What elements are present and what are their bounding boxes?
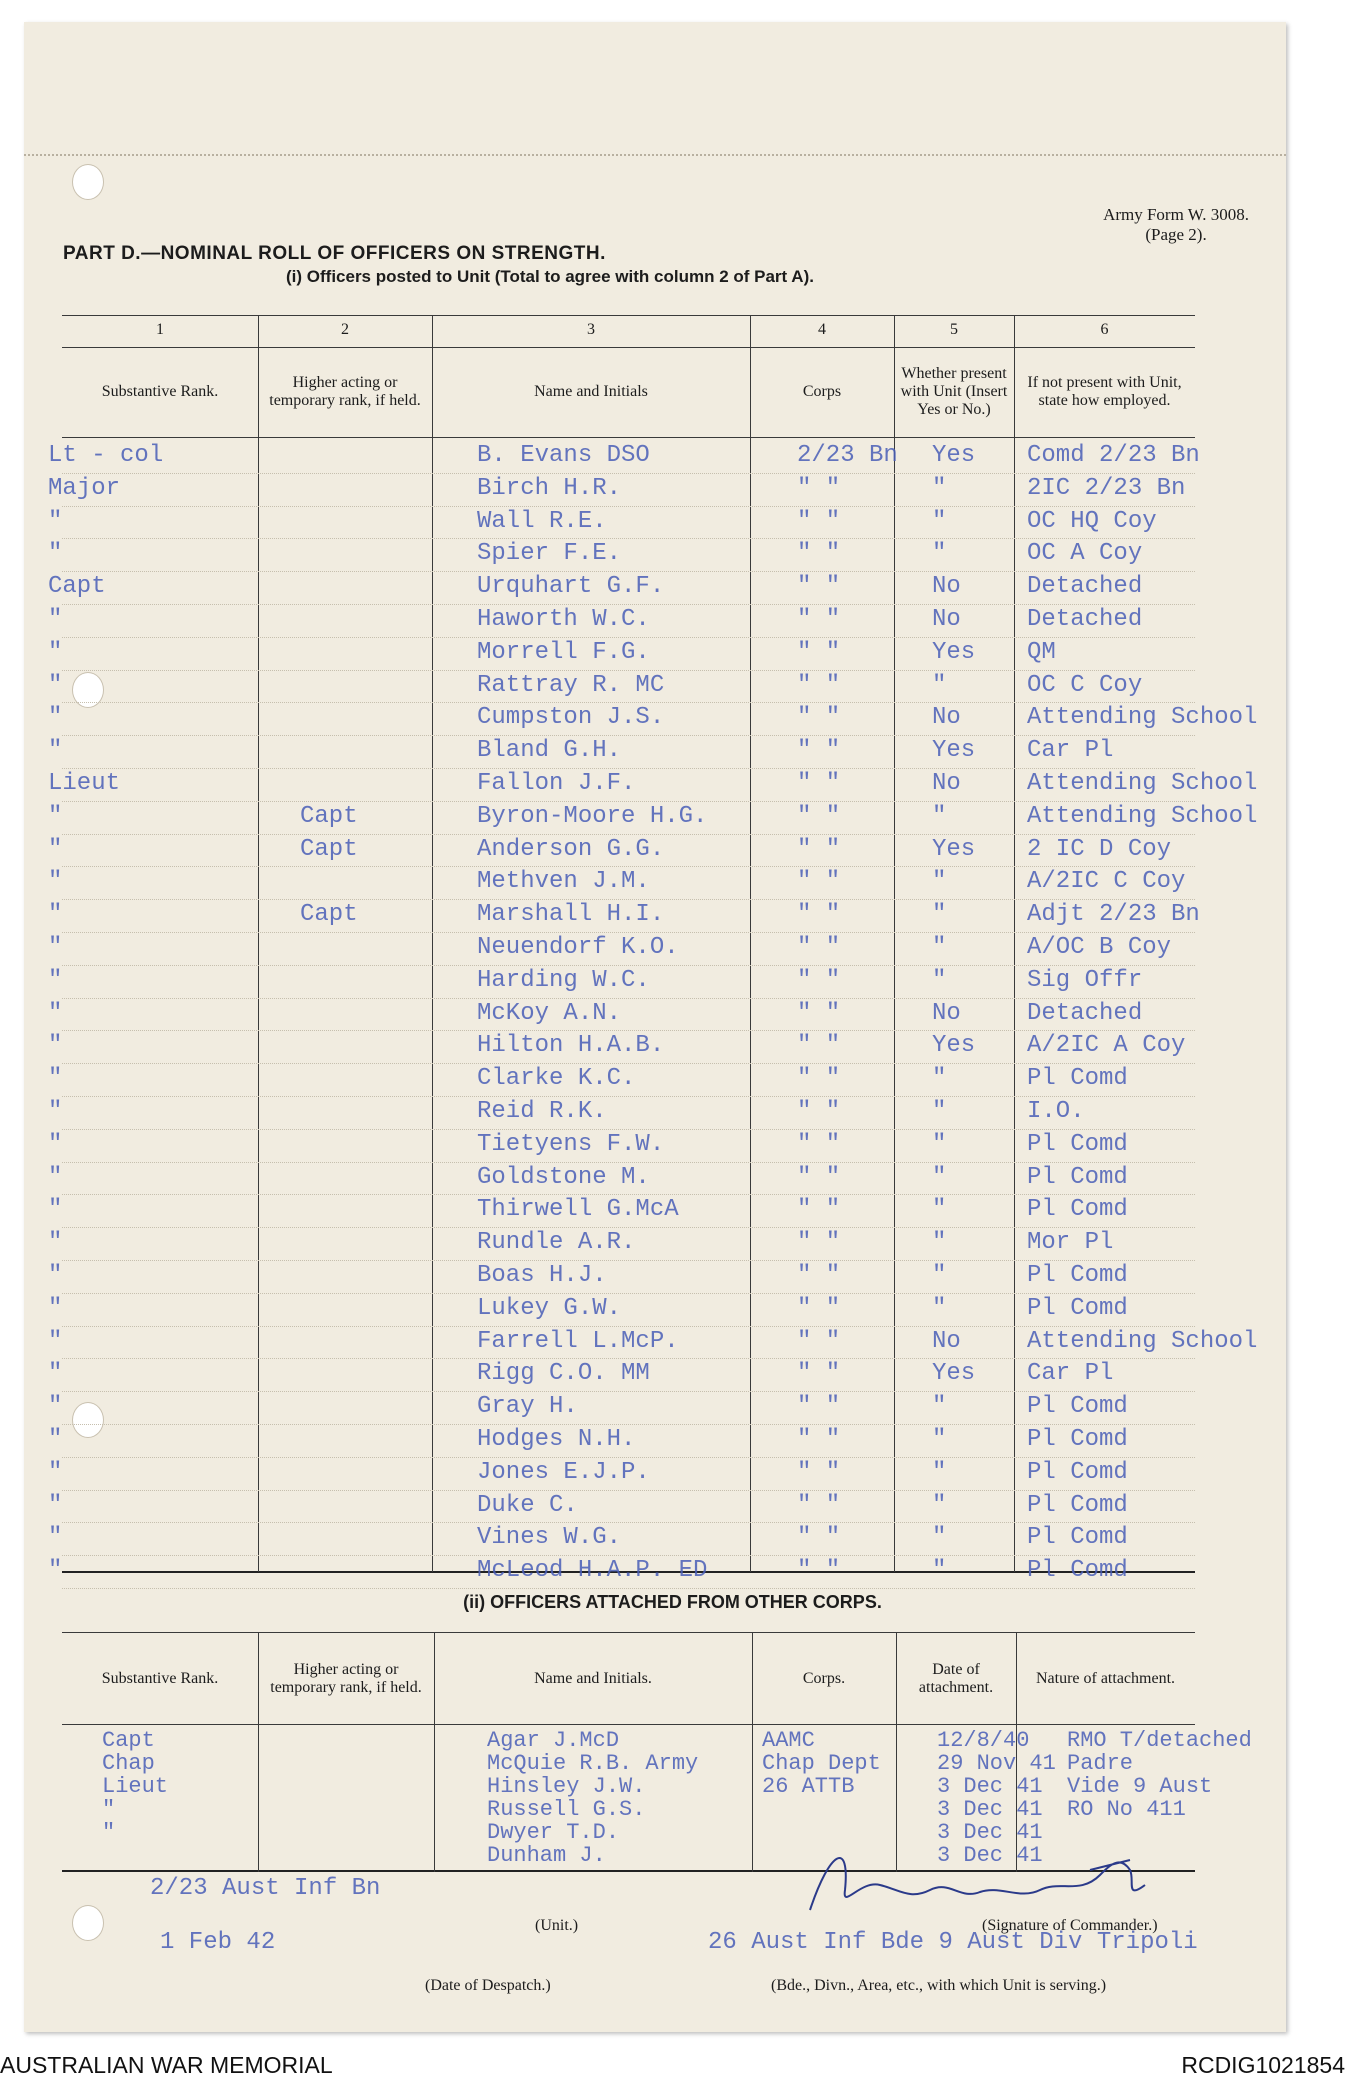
corps-cell: " " xyxy=(797,1130,841,1158)
name-cell: Lukey G.W. xyxy=(477,1294,622,1322)
table-row xyxy=(48,473,1195,506)
present-cell: No xyxy=(932,606,961,633)
table-row xyxy=(48,1391,1195,1424)
present-cell: " xyxy=(932,1458,947,1486)
corps-cell: " " xyxy=(797,1458,841,1486)
corps-cell: AAMC xyxy=(762,1728,815,1753)
table-row xyxy=(48,998,1195,1031)
table-row xyxy=(48,1096,1195,1129)
employment-cell: A/2IC C Coy xyxy=(1027,868,1186,896)
officers-posted-table xyxy=(48,315,1258,1585)
table-row xyxy=(48,965,1195,998)
corps-cell: " " xyxy=(797,474,841,502)
corps-cell: " " xyxy=(797,1360,841,1388)
rank-cell: " xyxy=(48,1196,63,1224)
name-cell: McKoy A.N. xyxy=(477,999,622,1027)
name-cell: Reid R.K. xyxy=(477,1098,607,1125)
despatch-date-value: 1 Feb 42 xyxy=(160,1929,276,1956)
name-cell: Neuendorf K.O. xyxy=(477,934,679,961)
rank-cell: " xyxy=(48,1262,63,1289)
name-cell: Marshall H.I. xyxy=(477,901,665,929)
table-row xyxy=(48,1063,1195,1096)
name-cell: Byron-Moore H.G. xyxy=(477,802,708,830)
corps-cell: Chap Dept xyxy=(762,1751,881,1776)
present-cell: " xyxy=(932,507,947,535)
present-cell: Yes xyxy=(932,835,976,863)
name-cell: Dwyer T.D. xyxy=(487,1820,620,1845)
table-row xyxy=(48,1227,1195,1260)
present-cell: Yes xyxy=(932,442,976,469)
corps-cell: " " xyxy=(797,1163,841,1191)
employment-cell: OC A Coy xyxy=(1027,540,1143,568)
officers-attached-table xyxy=(62,1632,1252,1872)
page-number-text: (Page 2). xyxy=(1145,225,1207,244)
employment-cell: I.O. xyxy=(1027,1098,1085,1125)
table-row xyxy=(48,899,1200,932)
attachment-nature-cell: Padre xyxy=(1067,1751,1134,1776)
column-header: Substantive Rank. xyxy=(101,1670,219,1687)
employment-cell: Attending School xyxy=(1027,770,1258,797)
present-cell: " xyxy=(932,1491,947,1519)
corps-cell: " " xyxy=(797,901,841,929)
perforation-line xyxy=(24,154,1286,156)
attachment-date-cell: 3 Dec 41 xyxy=(937,1774,1043,1799)
attachment-nature-cell: RMO T/detached xyxy=(1067,1728,1252,1753)
table-row xyxy=(48,670,1195,703)
rank-cell: " xyxy=(102,1797,116,1822)
employment-cell: Pl Comd xyxy=(1027,1065,1128,1093)
corps-cell: " " xyxy=(797,1032,841,1060)
present-cell: " xyxy=(932,934,947,961)
column-header: Corps xyxy=(802,383,842,400)
row-rule xyxy=(62,1588,1195,1589)
name-cell: Hodges N.H. xyxy=(477,1426,636,1453)
rank-cell: Capt xyxy=(48,573,106,601)
employment-cell: Attending School xyxy=(1027,802,1258,830)
present-cell: Yes xyxy=(932,1032,976,1060)
table-row xyxy=(48,604,1195,637)
employment-cell: Detached xyxy=(1027,573,1143,601)
present-cell: " xyxy=(932,1557,947,1585)
table-row xyxy=(48,1129,1195,1162)
rank-cell: " xyxy=(48,1327,63,1355)
rank-cell: " xyxy=(48,737,63,765)
present-cell: " xyxy=(932,671,947,699)
rank-cell: Chap xyxy=(102,1751,155,1776)
employment-cell: Detached xyxy=(1027,999,1143,1027)
present-cell: " xyxy=(932,1098,947,1125)
employment-cell: Car Pl xyxy=(1027,737,1114,765)
name-cell: Anderson G.G. xyxy=(477,835,665,863)
archive-reference: RCDIG1021854 xyxy=(1181,2052,1345,2078)
table-row xyxy=(48,801,1258,834)
rank-cell: " xyxy=(48,868,63,896)
corps-cell: " " xyxy=(797,1327,841,1355)
table-row xyxy=(48,506,1195,539)
table-row xyxy=(62,1797,1195,1820)
column-header: Higher acting or temporary rank, if held. xyxy=(270,1661,422,1696)
employment-cell: 2 IC D Coy xyxy=(1027,835,1172,863)
employment-cell: Pl Comd xyxy=(1027,1491,1128,1519)
present-cell: Yes xyxy=(932,737,976,765)
column-header: Higher acting or temporary rank, if held. xyxy=(269,374,421,409)
rank-cell: " xyxy=(48,934,63,961)
name-cell: Goldstone M. xyxy=(477,1163,650,1191)
form-number xyxy=(1103,205,1249,245)
rank-cell: " xyxy=(48,1458,63,1486)
corps-cell: 2/23 Bn xyxy=(797,442,898,469)
column-header: Whether present with Unit (Insert Yes or No.) xyxy=(900,365,1008,418)
name-cell: Thirwell G.McA xyxy=(477,1196,679,1224)
corps-cell: " " xyxy=(797,835,841,863)
corps-cell: " " xyxy=(797,1229,841,1257)
corps-cell: " " xyxy=(797,1196,841,1224)
archive-caption: AUSTRALIAN WAR MEMORIAL xyxy=(0,2052,333,2078)
table-row xyxy=(48,440,1200,473)
employment-cell: Pl Comd xyxy=(1027,1294,1128,1322)
present-cell: No xyxy=(932,770,961,797)
name-cell: Spier F.E. xyxy=(477,540,622,568)
commander-signature xyxy=(790,1840,1210,1920)
rank-cell: Lt - col xyxy=(48,442,164,469)
corps-cell: " " xyxy=(797,802,841,830)
table-row xyxy=(48,1457,1195,1490)
column-header: Date of attachment. xyxy=(918,1661,994,1696)
table-row xyxy=(48,1162,1195,1195)
corps-cell: " " xyxy=(797,1065,841,1093)
name-cell: Farrell L.McP. xyxy=(477,1327,679,1355)
name-cell: Fallon J.F. xyxy=(477,770,636,797)
column-header: Name and Initials. xyxy=(534,1670,652,1687)
section-attached-title: (ii) OFFICERS ATTACHED FROM OTHER CORPS. xyxy=(463,1592,882,1612)
corps-cell: " " xyxy=(797,1491,841,1519)
employment-cell: Comd 2/23 Bn xyxy=(1027,442,1200,469)
attachment-nature-cell: RO No 411 xyxy=(1067,1797,1186,1822)
employment-cell: QM xyxy=(1027,638,1056,666)
table-row xyxy=(48,1490,1195,1523)
column-header: Substantive Rank. xyxy=(101,383,219,400)
unit-label: (Unit.) xyxy=(535,1917,579,1934)
name-cell: Hilton H.A.B. xyxy=(477,1032,665,1060)
table-row xyxy=(48,1260,1195,1293)
name-cell: Haworth W.C. xyxy=(477,606,650,633)
formation-value: 26 Aust Inf Bde 9 Aust Div Tripoli xyxy=(708,1929,1198,1956)
corps-cell: " " xyxy=(797,1426,841,1453)
attachment-date-cell: 12/8/40 xyxy=(937,1728,1030,1753)
present-cell: " xyxy=(932,966,947,994)
present-cell: " xyxy=(932,1196,947,1224)
employment-cell: OC C Coy xyxy=(1027,671,1143,699)
employment-cell: Car Pl xyxy=(1027,1360,1114,1388)
table-row xyxy=(48,932,1195,965)
table-row xyxy=(48,1293,1195,1326)
present-cell: " xyxy=(932,1294,947,1322)
employment-cell: Pl Comd xyxy=(1027,1130,1128,1158)
present-cell: " xyxy=(932,474,947,502)
column-header: If not present with Unit, state how employed. xyxy=(1027,374,1182,409)
rank-cell: " xyxy=(48,1098,63,1125)
corps-cell: " " xyxy=(797,934,841,961)
employment-cell: Pl Comd xyxy=(1027,1163,1128,1191)
name-cell: Wall R.E. xyxy=(477,507,607,535)
employment-cell: Detached xyxy=(1027,606,1143,633)
table-row xyxy=(62,1774,1213,1799)
table-row xyxy=(48,1555,1195,1588)
table-row xyxy=(48,702,1258,735)
employment-cell: A/OC B Coy xyxy=(1027,934,1172,961)
rank-cell: Lieut xyxy=(48,770,121,797)
despatch-date-label: (Date of Despatch.) xyxy=(425,1977,551,1994)
column-header: Nature of attachment. xyxy=(1035,1670,1176,1687)
corps-cell: " " xyxy=(797,1294,841,1322)
table-row xyxy=(48,571,1195,604)
name-cell: Duke C. xyxy=(477,1491,578,1519)
employment-cell: Pl Comd xyxy=(1027,1426,1128,1453)
corps-cell: " " xyxy=(797,1262,841,1289)
corps-cell: " " xyxy=(797,540,841,568)
column-number: 5 xyxy=(950,321,958,338)
name-cell: Harding W.C. xyxy=(477,966,650,994)
corps-cell: " " xyxy=(797,1557,841,1585)
employment-cell: 2IC 2/23 Bn xyxy=(1027,474,1186,502)
form-number-text: Army Form W. 3008. xyxy=(1103,205,1249,224)
attachment-nature-cell: Vide 9 Aust xyxy=(1067,1774,1213,1799)
table-row xyxy=(48,735,1195,768)
corps-cell: " " xyxy=(797,704,841,732)
present-cell: " xyxy=(932,1130,947,1158)
present-cell: " xyxy=(932,1262,947,1289)
column-number: 6 xyxy=(1100,321,1109,338)
punch-hole xyxy=(72,1905,104,1941)
name-cell: Urquhart G.F. xyxy=(477,573,665,601)
rank-cell: " xyxy=(48,1065,63,1093)
table-row xyxy=(48,1194,1195,1227)
corps-cell: " " xyxy=(797,999,841,1027)
name-cell: Methven J.M. xyxy=(477,868,650,896)
rank-cell: " xyxy=(48,1557,63,1585)
rank-cell: Major xyxy=(48,474,121,502)
corps-cell: " " xyxy=(797,1098,841,1125)
name-cell: Rattray R. MC xyxy=(477,671,665,699)
present-cell: " xyxy=(932,1229,947,1257)
name-cell: Tietyens F.W. xyxy=(477,1130,665,1158)
rank-cell: " xyxy=(48,1524,63,1552)
rank-cell: " xyxy=(48,507,63,535)
employment-cell: OC HQ Coy xyxy=(1027,507,1157,535)
name-cell: Dunham J. xyxy=(487,1843,606,1868)
name-cell: Vines W.G. xyxy=(477,1524,622,1552)
rank-cell: " xyxy=(48,999,63,1027)
name-cell: Hinsley J.W. xyxy=(487,1774,646,1799)
employment-cell: Pl Comd xyxy=(1027,1557,1128,1585)
table-row xyxy=(48,1522,1195,1555)
table-row xyxy=(48,1030,1195,1063)
present-cell: No xyxy=(932,999,961,1027)
rank-cell: " xyxy=(48,1032,63,1060)
attachment-date-cell: 29 Nov 41 xyxy=(937,1751,1056,1776)
rank-cell: " xyxy=(48,1229,63,1257)
employment-cell: Adjt 2/23 Bn xyxy=(1027,901,1200,929)
rank-cell: " xyxy=(48,606,63,633)
present-cell: " xyxy=(932,1426,947,1453)
part-subtitle: (i) Officers posted to Unit (Total to agree with column 2 of Part A). xyxy=(286,267,814,286)
present-cell: " xyxy=(932,540,947,568)
rank-cell: " xyxy=(48,1360,63,1388)
rank-cell: " xyxy=(48,901,63,929)
rank-cell: " xyxy=(48,1163,63,1191)
table-row xyxy=(48,866,1195,899)
name-cell: Bland G.H. xyxy=(477,737,622,765)
rank-cell: Lieut xyxy=(102,1774,169,1799)
table-row xyxy=(62,1728,1252,1753)
rank-cell: " xyxy=(48,1426,63,1453)
employment-cell: Attending School xyxy=(1027,1327,1258,1355)
column-header: Corps. xyxy=(802,1670,846,1687)
name-cell: Agar J.McD xyxy=(487,1728,620,1753)
corps-cell: 26 ATTB xyxy=(762,1774,855,1799)
present-cell: " xyxy=(932,1393,947,1421)
name-cell: Gray H. xyxy=(477,1393,578,1421)
rank-cell: " xyxy=(48,540,63,568)
employment-cell: Sig Offr xyxy=(1027,966,1143,994)
rank-cell: " xyxy=(48,1491,63,1519)
name-cell: Rigg C.O. MM xyxy=(477,1360,650,1388)
name-cell: Cumpston J.S. xyxy=(477,704,665,732)
table-row xyxy=(48,834,1195,867)
employment-cell: Mor Pl xyxy=(1027,1229,1114,1257)
formation-label: (Bde., Divn., Area, etc., with which Unit is serving.) xyxy=(771,1977,1107,1994)
present-cell: " xyxy=(932,1524,947,1552)
column-header: Name and Initials xyxy=(534,383,648,400)
rank-cell: " xyxy=(48,1393,63,1421)
table-row xyxy=(62,1751,1195,1774)
rank-cell: " xyxy=(48,802,63,830)
rank-cell: Capt xyxy=(102,1728,155,1753)
corps-cell: " " xyxy=(797,966,841,994)
rank-cell: " xyxy=(48,638,63,666)
attachment-date-cell: 3 Dec 41 xyxy=(937,1843,1043,1868)
part-title: PART D.—NOMINAL ROLL OF OFFICERS ON STRENGTH. xyxy=(63,243,606,264)
name-cell: Birch H.R. xyxy=(477,474,622,502)
higher-rank-cell: Capt xyxy=(300,835,358,863)
attachment-date-cell: 3 Dec 41 xyxy=(937,1797,1043,1822)
corps-cell: " " xyxy=(797,606,841,633)
present-cell: " xyxy=(932,901,947,929)
column-number: 2 xyxy=(341,321,349,338)
present-cell: Yes xyxy=(932,638,976,666)
table-row xyxy=(48,1326,1258,1359)
present-cell: Yes xyxy=(932,1360,976,1388)
corps-cell: " " xyxy=(797,1393,841,1421)
higher-rank-cell: Capt xyxy=(300,802,358,830)
corps-cell: " " xyxy=(797,671,841,699)
present-cell: " xyxy=(932,1065,947,1093)
attachment-date-cell: 3 Dec 41 xyxy=(937,1820,1043,1845)
present-cell: " xyxy=(932,868,947,896)
unit-value: 2/23 Aust Inf Bn xyxy=(150,1875,381,1902)
name-cell: Russell G.S. xyxy=(487,1797,646,1822)
table-row xyxy=(48,538,1195,571)
name-cell: McQuie R.B. Army xyxy=(487,1751,699,1776)
punch-hole xyxy=(72,164,104,200)
table-row xyxy=(48,768,1258,801)
table-row xyxy=(48,1424,1195,1457)
employment-cell: Pl Comd xyxy=(1027,1262,1128,1289)
signature-label: (Signature of Commander.) xyxy=(982,1917,1158,1934)
rank-cell: " xyxy=(48,1130,63,1158)
corps-cell: " " xyxy=(797,1524,841,1552)
rank-cell: " xyxy=(48,1294,63,1322)
present-cell: " xyxy=(932,1163,947,1191)
name-cell: Clarke K.C. xyxy=(477,1065,636,1093)
employment-cell: Pl Comd xyxy=(1027,1524,1128,1552)
name-cell: Jones E.J.P. xyxy=(477,1458,650,1486)
name-cell: Rundle A.R. xyxy=(477,1229,636,1257)
name-cell: Morrell F.G. xyxy=(477,638,650,666)
column-number: 1 xyxy=(156,321,164,338)
present-cell: No xyxy=(932,573,961,601)
name-cell: McLeod H.A.P. ED xyxy=(477,1557,708,1585)
corps-cell: " " xyxy=(797,868,841,896)
present-cell: No xyxy=(932,704,961,732)
corps-cell: " " xyxy=(797,507,841,535)
name-cell: B. Evans DSO xyxy=(477,442,650,469)
employment-cell: Pl Comd xyxy=(1027,1196,1128,1224)
corps-cell: " " xyxy=(797,770,841,797)
rank-cell: " xyxy=(48,671,63,699)
column-number: 4 xyxy=(818,321,826,338)
present-cell: " xyxy=(932,802,947,830)
corps-cell: " " xyxy=(797,573,841,601)
corps-cell: " " xyxy=(797,638,841,666)
name-cell: Boas H.J. xyxy=(477,1262,607,1289)
table-row xyxy=(48,1358,1195,1391)
employment-cell: Attending School xyxy=(1027,704,1258,732)
higher-rank-cell: Capt xyxy=(300,901,358,929)
present-cell: No xyxy=(932,1327,961,1355)
corps-cell: " " xyxy=(797,737,841,765)
table-row xyxy=(48,637,1195,670)
employment-cell: Pl Comd xyxy=(1027,1393,1128,1421)
rank-cell: " xyxy=(48,966,63,994)
rank-cell: " xyxy=(102,1820,116,1845)
column-number: 3 xyxy=(587,321,595,338)
employment-cell: Pl Comd xyxy=(1027,1458,1128,1486)
rank-cell: " xyxy=(48,704,63,732)
rank-cell: " xyxy=(48,835,63,863)
employment-cell: A/2IC A Coy xyxy=(1027,1032,1186,1060)
